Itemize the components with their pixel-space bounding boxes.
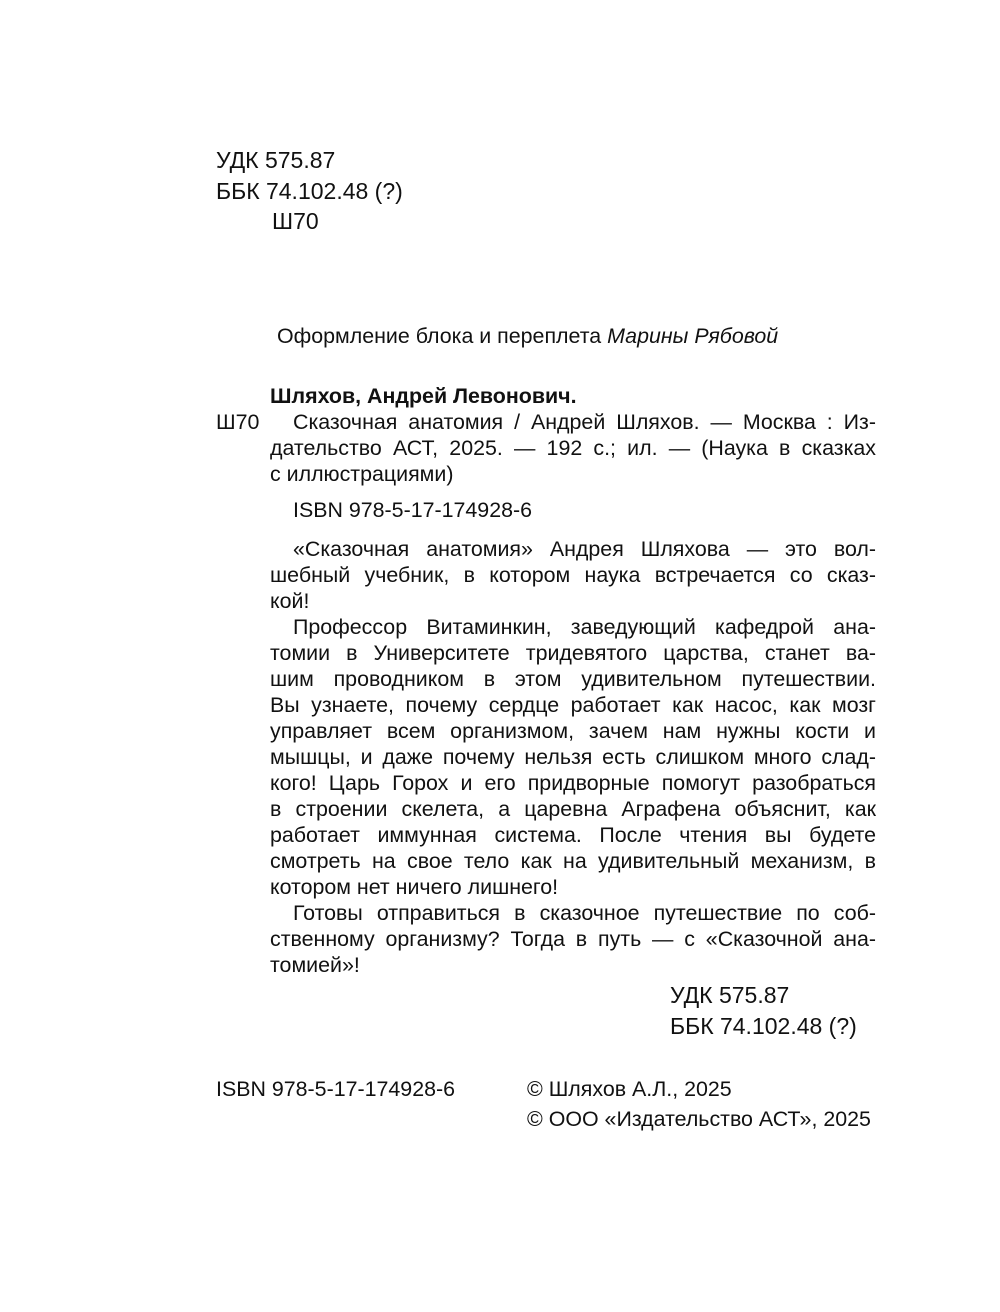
annotation-line: «Сказочная анатомия» Андрея Шляхова — это вол- [293, 537, 876, 561]
annotation-line: смотреть на свое тело как на удивительный механизм, в [270, 849, 876, 873]
annotation-line: томией»! [270, 953, 360, 977]
description-line: с иллюстрациями) [270, 462, 454, 486]
bbk-code-top: ББК 74.102.48 (?) [216, 178, 403, 204]
footer-isbn: ISBN 978-5-17-174928-6 [216, 1077, 456, 1101]
description-line: дательство АСТ, 2025. — 192 с.; ил. — (Наука в сказках [270, 436, 876, 460]
annotation-line: мышцы, и даже почему нельзя есть слишком много слад- [270, 745, 876, 769]
design-credit [277, 323, 778, 349]
author-heading: Шляхов, Андрей Левонович. [270, 384, 577, 408]
annotation-line: Готовы отправиться в сказочное путешествие по соб- [293, 901, 876, 925]
description-line: Сказочная анатомия / Андрей Шляхов. — Москва : Из- [293, 410, 876, 434]
annotation-line: в строении скелета, а царевна Аграфена объяснит, как [270, 797, 876, 821]
udk-code-top: УДК 575.87 [216, 147, 336, 173]
annotation-line: кого! Царь Горох и его придворные помогут разобраться [270, 771, 876, 795]
designer-name: Марины Рябовой [607, 324, 779, 348]
record-isbn: ISBN 978-5-17-174928-6 [293, 498, 533, 522]
annotation-line: томии в Университете тридевятого царства, станет ва- [270, 641, 876, 665]
design-credit-label: Оформление блока и переплета [277, 324, 602, 348]
author-sign: Ш70 [216, 410, 260, 434]
annotation-line: ственному организму? Тогда в путь — с «Сказочной ана- [270, 927, 876, 951]
copyright-author: © Шляхов А.Л., 2025 [527, 1077, 732, 1101]
annotation-line: кой! [270, 589, 310, 613]
annotation-line: управляет всем организмом, зачем нам нужны кости и [270, 719, 876, 743]
annotation-line: шебный учебник, в котором наука встречается со сказ- [270, 563, 876, 587]
annotation-line: шим проводником в этом удивительном путешествии. [270, 667, 876, 691]
annotation-line: работает иммунная система. После чтения вы будете [270, 823, 876, 847]
annotation-line: котором нет ничего лишнего! [270, 875, 559, 899]
copyright-publisher: © ООО «Издательство АСТ», 2025 [527, 1107, 871, 1131]
bbk-code-bottom: ББК 74.102.48 (?) [670, 1013, 857, 1039]
annotation-line: Профессор Витаминкин, заведующий кафедрой ана- [293, 615, 876, 639]
udk-code-bottom: УДК 575.87 [670, 982, 790, 1008]
annotation-line: Вы узнаете, почему сердце работает как насос, как мозг [270, 693, 876, 717]
author-sign-top: Ш70 [272, 208, 319, 234]
